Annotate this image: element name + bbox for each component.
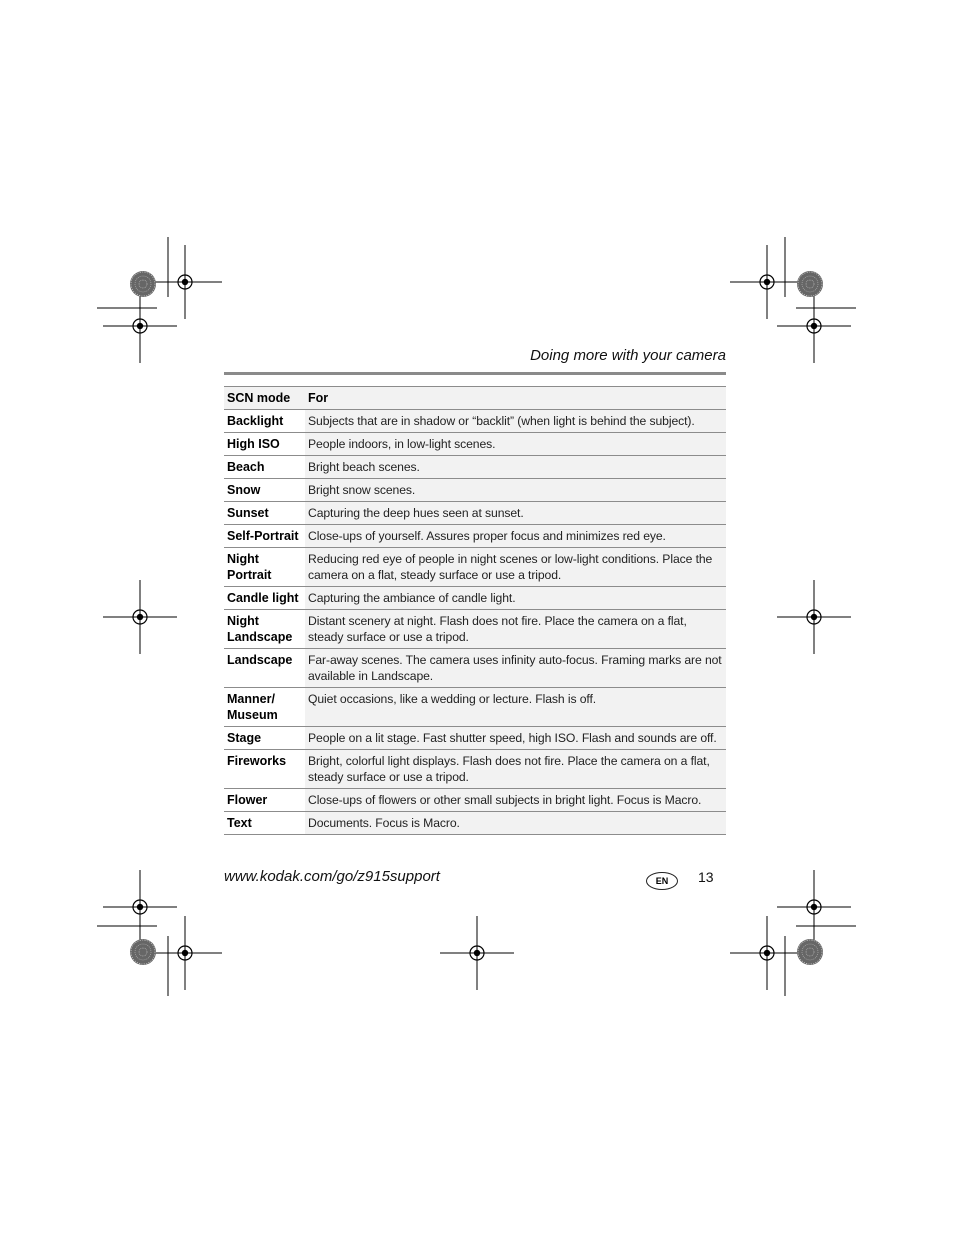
table-row — [224, 649, 726, 688]
scn-mode-description: Far-away scenes. The camera uses infinity auto-focus. Framing marks are not available in Landscape. — [305, 649, 726, 688]
scn-mode-description: Bright beach scenes. — [305, 456, 726, 479]
scn-mode-description: Subjects that are in shadow or “backlit” (when light is behind the subject). — [305, 410, 726, 433]
scn-mode-name: Snow — [227, 483, 261, 497]
scn-mode-description: Bright snow scenes. — [305, 479, 726, 502]
scn-mode-description: People indoors, in low-light scenes. — [305, 433, 726, 456]
table-row — [224, 688, 726, 727]
scn-mode-name: Night Landscape — [227, 614, 293, 644]
scn-mode-name: Fireworks — [227, 754, 287, 768]
scn-mode-name: Candle light — [227, 591, 299, 605]
table-row — [224, 479, 726, 502]
table-row — [224, 587, 726, 610]
scn-mode-name: Manner/ Museum — [227, 692, 278, 722]
scn-mode-name: Landscape — [227, 653, 293, 667]
scn-mode-description: Quiet occasions, like a wedding or lecture. Flash is off. — [305, 688, 726, 727]
scn-mode-description: Distant scenery at night. Flash does not fire. Place the camera on a flat, steady surface or use a tripod. — [305, 610, 726, 649]
table-row — [224, 548, 726, 587]
scn-mode-description: Bright, colorful light displays. Flash does not fire. Place the camera on a flat, steady surface or use a tripod. — [305, 750, 726, 789]
scn-mode-name: Stage — [227, 731, 262, 745]
table-row — [224, 789, 726, 812]
column-header-mode: SCN mode — [224, 387, 305, 410]
table-row — [224, 812, 726, 835]
table-row — [224, 502, 726, 525]
scn-mode-description: Close-ups of yourself. Assures proper focus and minimizes red eye. — [305, 525, 726, 548]
scn-mode-name: Text — [227, 816, 252, 830]
table-row — [224, 410, 726, 433]
header-rule — [224, 372, 726, 375]
table-row — [224, 727, 726, 750]
page-number: 13 — [698, 869, 714, 885]
page-header-title: Doing more with your camera — [530, 347, 726, 364]
scn-mode-table — [224, 386, 726, 835]
table-row — [224, 433, 726, 456]
scn-mode-name: Beach — [227, 460, 265, 474]
table-row — [224, 525, 726, 548]
column-header-for: For — [305, 387, 726, 410]
scn-mode-name: High ISO — [227, 437, 280, 451]
scn-mode-name: Flower — [227, 793, 268, 807]
scn-mode-description: Documents. Focus is Macro. — [305, 812, 726, 835]
scn-mode-name: Self-Portrait — [227, 529, 299, 543]
scn-mode-description: Capturing the ambiance of candle light. — [305, 587, 726, 610]
table-row — [224, 456, 726, 479]
table-row — [224, 610, 726, 649]
language-badge: EN — [646, 872, 678, 890]
support-url: www.kodak.com/go/z915support — [224, 868, 440, 885]
table-row — [224, 750, 726, 789]
scn-mode-description: Capturing the deep hues seen at sunset. — [305, 502, 726, 525]
table-header-row — [224, 387, 726, 410]
scn-mode-description: Reducing red eye of people in night scenes or low-light conditions. Place the camera on a flat, steady surface or use a tripod. — [305, 548, 726, 587]
scn-mode-name: Backlight — [227, 414, 284, 428]
scn-mode-description: Close-ups of flowers or other small subjects in bright light. Focus is Macro. — [305, 789, 726, 812]
scn-mode-description: People on a lit stage. Fast shutter speed, high ISO. Flash and sounds are off. — [305, 727, 726, 750]
scn-mode-name: Sunset — [227, 506, 269, 520]
scn-mode-name: Night Portrait — [227, 552, 272, 582]
